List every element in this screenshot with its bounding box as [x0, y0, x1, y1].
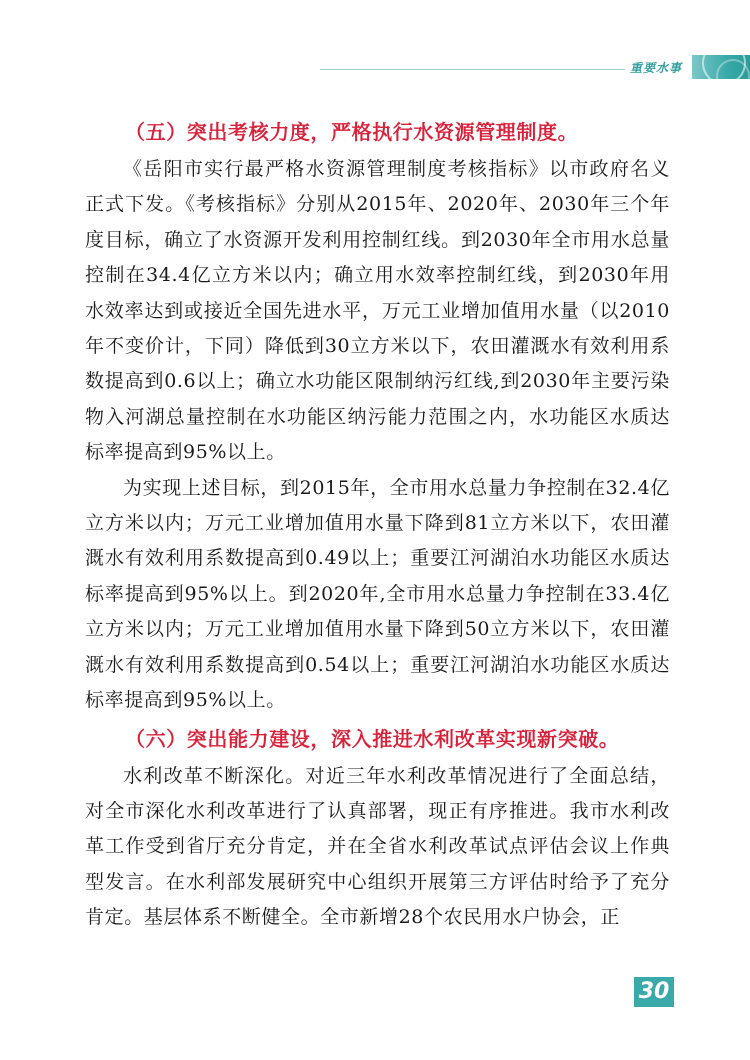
section-heading-5: （五）突出考核力度，严格执行水资源管理制度。: [125, 120, 579, 144]
page-number: 30: [634, 977, 674, 1007]
article-body: [85, 112, 670, 936]
header-section-title: 重要水事: [630, 61, 683, 75]
header-rule: [320, 69, 625, 70]
paragraph: 水利改革不断深化。对近三年水利改革情况进行了全面总结，对全市深化水利改革进行了认真部署，现正有序推进。我市水利改革工作受到省厅充分肯定，并在全省水利改革试点评估会议上作典型发言。在水利部发展研究中心组织开展第三方评估时给予了充分肯定。基层体系不断健全。全市新增28个农民用水户协会，正: [85, 764, 670, 929]
paragraph: 《岳阳市实行最严格水资源管理制度考核指标》以市政府名义正式下发。《考核指标》分别从2015年、2020年、2030年三个年度目标，确立了水资源开发利用控制红线。到2030年全市用水总量控制在34.4亿立方米以内；确立用水效率控制红线，到2030年用水效率达到或接近全国先进水平，万元工业增加值用水量（以2010年不变价计，下同）降低到30立方米以下，农田灌溉水有效利用系数提高到0.6以上；确立水功能区限制纳污红线,到2030年主要污染物入河湖总量控制在水功能区纳污能力范围之内，水功能区水质达标率提高到95%以上。: [85, 158, 670, 464]
header-decorative-tab: [692, 55, 750, 79]
section-heading-6: （六）突出能力建设，深入推进水利改革实现新突破。: [125, 726, 620, 751]
paragraph: 为实现上述目标，到2015年，全市用水总量力争控制在32.4亿立方米以内；万元工业增加值用水量下降到81立方米以下，农田灌溉水有效利用系数提高到0.49以上；重要江河湖泊水功能区水质达标率提高到95%以上。到2020年,全市用水总量力争控制在33.4亿立方米以内；万元工业增加值用水量下降到50立方米以下，农田灌溉水有效利用系数提高到0.54以上；重要江河湖泊水功能区水质达标率提高到95%以上。: [85, 476, 670, 712]
